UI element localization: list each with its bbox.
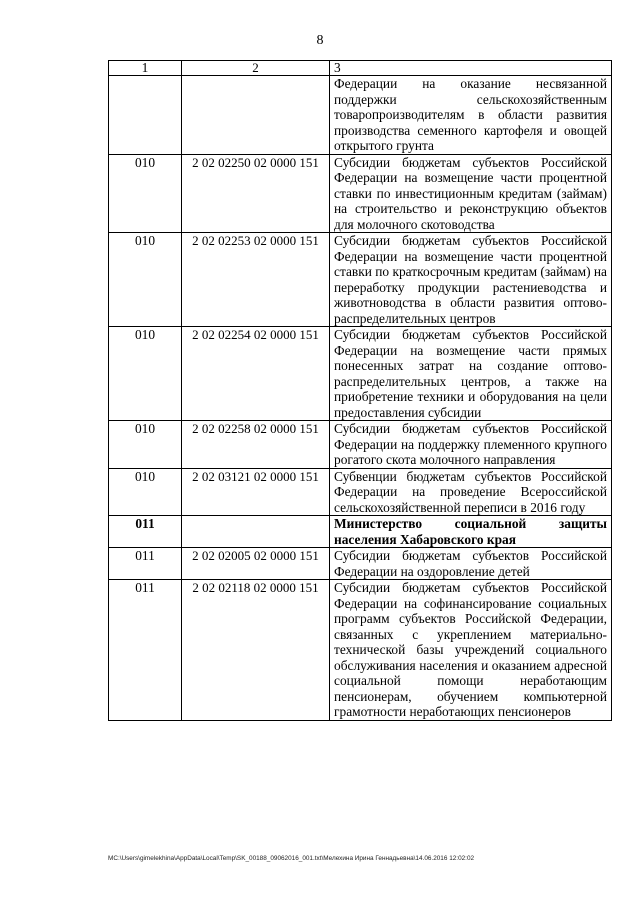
table-row bbox=[109, 548, 612, 580]
page-number: 8 bbox=[316, 33, 324, 48]
income-code-cell: 2 02 02258 02 0000 151 bbox=[182, 421, 330, 469]
description-cell: Субсидии бюджетам субъектов Российской Федерации на оздоровление детей bbox=[330, 548, 612, 580]
table-row bbox=[109, 233, 612, 327]
income-code-cell bbox=[182, 516, 330, 548]
header-col-2: 2 bbox=[182, 61, 330, 76]
budget-table bbox=[108, 60, 612, 721]
income-code-cell: 2 02 02250 02 0000 151 bbox=[182, 154, 330, 233]
description-cell: Субсидии бюджетам субъектов Российской Федерации на софинансирование социальных программ субъектов Российской Федерации, связанных с укреплением материально-технической базы учреждений социального обслуживания населения и оказанием адресной социальной помощи неработающим пенсионерам, обучением компьютерной грамотности неработающих пенсионеров bbox=[330, 580, 612, 721]
description-cell: Субсидии бюджетам субъектов Российской Федерации на возмещение части прямых понесенных затрат на создание оптово-распределительных центров, а также на приобретение техники и оборудования на цели предоставления субсидии bbox=[330, 327, 612, 421]
agency-code-cell: 010 bbox=[109, 233, 182, 327]
income-code-cell: 2 02 03121 02 0000 151 bbox=[182, 468, 330, 516]
description-cell: Субсидии бюджетам субъектов Российской Федерации на возмещение части процентной ставки по инвестиционным кредитам (займам) на строительство и реконструкцию объектов для молочного скотоводства bbox=[330, 154, 612, 233]
agency-code-cell: 011 bbox=[109, 548, 182, 580]
income-code-cell: 2 02 02005 02 0000 151 bbox=[182, 548, 330, 580]
agency-code-cell: 010 bbox=[109, 327, 182, 421]
agency-code-cell: 011 bbox=[109, 516, 182, 548]
description-cell: Субсидии бюджетам субъектов Российской Федерации на возмещение части процентной ставки по краткосрочным кредитам (займам) на переработку продукции растениеводства и животноводства в области развития оптово-распределительных центров bbox=[330, 233, 612, 327]
table-row bbox=[109, 580, 612, 721]
description-cell: Субвенции бюджетам субъектов Российской Федерации на проведение Всероссийской сельскохозяйственной переписи в 2016 году bbox=[330, 468, 612, 516]
agency-code-cell: 010 bbox=[109, 154, 182, 233]
description-cell: Субсидии бюджетам субъектов Российской Федерации на поддержку племенного крупного рогатого скота молочного направления bbox=[330, 421, 612, 469]
table-row bbox=[109, 421, 612, 469]
agency-code-cell: 011 bbox=[109, 580, 182, 721]
table-row bbox=[109, 327, 612, 421]
description-cell: Федерации на оказание несвязанной поддержки сельскохозяйственным товаропроизводителям в области развития производства семенного картофеля и овощей открытого грунта bbox=[330, 76, 612, 155]
table-header-row bbox=[109, 61, 612, 76]
header-col-3: 3 bbox=[330, 61, 612, 76]
header-col-1: 1 bbox=[109, 61, 182, 76]
income-code-cell: 2 02 02118 02 0000 151 bbox=[182, 580, 330, 721]
description-cell: Министерство социальной защиты населения Хабаровского края bbox=[330, 516, 612, 548]
agency-code-cell bbox=[109, 76, 182, 155]
agency-code-cell: 010 bbox=[109, 421, 182, 469]
table-body bbox=[109, 61, 612, 721]
table-row bbox=[109, 154, 612, 233]
table-row bbox=[109, 468, 612, 516]
income-code-cell bbox=[182, 76, 330, 155]
table-row bbox=[109, 76, 612, 155]
agency-code-cell: 010 bbox=[109, 468, 182, 516]
income-code-cell: 2 02 02253 02 0000 151 bbox=[182, 233, 330, 327]
file-path-footer: МС:\Users\gimelekhina\AppData\Local\Temp\SK_00188_09062016_001.txt\Мелехина Ирина Геннадьевна\14.06.2016 12:02:02 bbox=[108, 855, 475, 862]
income-code-cell: 2 02 02254 02 0000 151 bbox=[182, 327, 330, 421]
table-row bbox=[109, 516, 612, 548]
